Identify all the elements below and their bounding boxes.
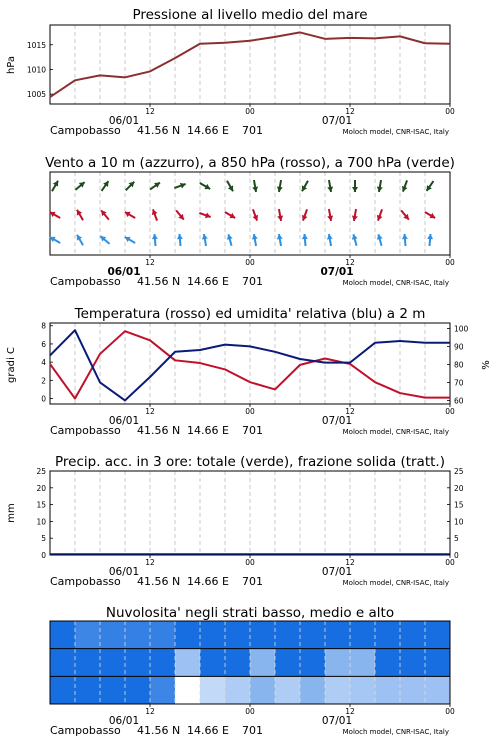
y-axis-label: mm <box>6 503 17 523</box>
cloud-cell <box>150 621 176 649</box>
plot-frame <box>50 323 450 404</box>
cloud-cell <box>225 621 251 649</box>
longitude-label: 14.66 E <box>187 124 229 137</box>
cloud-cell <box>275 676 301 704</box>
cloud-cell <box>125 649 151 677</box>
precip-bar <box>425 554 450 555</box>
elevation-label: 701 <box>242 575 263 588</box>
latitude-label: 41.56 N <box>137 724 181 737</box>
wind-arrow <box>402 234 408 246</box>
cloud-cell <box>100 676 126 704</box>
precip-bar <box>325 554 350 555</box>
wind-head <box>302 234 308 239</box>
y-tick-label: 20 <box>36 483 46 493</box>
cloud-cell <box>125 676 151 704</box>
date-label: 06/01 <box>108 715 140 727</box>
y2-axis-label: % <box>481 360 492 370</box>
y-tick-label: 0 <box>41 394 46 404</box>
y-tick-label: 1015 <box>26 40 46 50</box>
wind-arrow <box>100 236 109 244</box>
precip-bar <box>75 554 100 555</box>
wind-arrow <box>327 180 333 192</box>
y-tick-label: 8 <box>41 321 46 331</box>
elevation-label: 701 <box>242 124 263 137</box>
model-credit: Moloch model, CNR-ISAC, Italy <box>342 428 449 436</box>
cloud-cell <box>250 649 276 677</box>
chart-title: Nuvolosita' negli strati basso, medio e alto <box>105 605 395 621</box>
wind-arrow <box>377 234 383 246</box>
cloud-cell <box>50 649 76 677</box>
precip-bar <box>175 554 200 555</box>
x-tick-label: 00 <box>245 258 255 267</box>
wind-arrow <box>352 234 358 246</box>
precip-bar <box>150 554 175 555</box>
cloud-cell <box>325 649 351 677</box>
latitude-label: 41.56 N <box>137 575 181 588</box>
wind-arrow <box>150 183 160 190</box>
wind-arrow <box>327 234 333 246</box>
date-label: 07/01 <box>321 415 353 427</box>
cloud-cell <box>225 649 251 677</box>
wind-arrow <box>125 212 135 218</box>
x-tick-label: 12 <box>345 258 355 267</box>
precip-bar <box>100 554 125 555</box>
cloud-cell <box>200 621 226 649</box>
cloud-cell <box>150 649 176 677</box>
wind-arrow <box>227 234 233 246</box>
wind-arrow <box>277 180 283 192</box>
elevation-label: 701 <box>242 724 263 737</box>
y-tick-label: 1010 <box>26 65 46 75</box>
chart-title: Precip. acc. in 3 ore: totale (verde), frazione solida (tratt.) <box>55 454 445 470</box>
wind-head <box>427 234 433 239</box>
date-label: 06/01 <box>108 415 140 427</box>
location-label: Campobasso <box>50 724 121 737</box>
y2-tick-label: 10 <box>454 517 464 527</box>
cloud-cell <box>300 676 326 704</box>
precip-bar <box>125 554 150 555</box>
wind-arrow <box>352 209 358 221</box>
chart-title: Vento a 10 m (azzurro), a 850 hPa (rosso), a 700 hPa (verde) <box>45 155 455 171</box>
cloud-cell <box>350 676 376 704</box>
cloud-cell <box>350 621 376 649</box>
y-tick-label: 4 <box>41 358 46 368</box>
latitude-label: 41.56 N <box>137 124 181 137</box>
wind-arrow <box>377 209 383 220</box>
y-tick-label: 15 <box>36 500 46 510</box>
cloud-cell <box>175 676 201 704</box>
cloud-cell <box>325 621 351 649</box>
cloud-cell <box>175 649 201 677</box>
location-label: Campobasso <box>50 275 121 288</box>
cloud-cell <box>400 676 426 704</box>
precip-bar <box>400 554 425 555</box>
wind-arrow <box>177 234 183 246</box>
x-tick-label: 00 <box>245 407 255 416</box>
location-label: Campobasso <box>50 575 121 588</box>
precip-bar <box>225 554 250 555</box>
date-label: 06/01 <box>107 266 141 278</box>
wind-arrow <box>225 212 235 218</box>
precip-bar <box>275 554 300 555</box>
cloud-cell <box>400 621 426 649</box>
longitude-label: 14.66 E <box>187 424 229 437</box>
x-tick-label: 00 <box>245 707 255 716</box>
x-tick-label: 12 <box>145 707 155 716</box>
wind-arrow <box>401 210 409 219</box>
date-label: 07/01 <box>321 715 353 727</box>
elevation-label: 701 <box>242 424 263 437</box>
y-tick-label: 5 <box>41 534 46 544</box>
cloud-cell <box>375 676 401 704</box>
x-tick-label: 12 <box>345 558 355 567</box>
cloud-cell <box>425 621 451 649</box>
wind-arrow <box>277 234 283 246</box>
model-credit: Moloch model, CNR-ISAC, Italy <box>342 279 449 287</box>
y2-tick-label: 70 <box>454 378 464 388</box>
wind-arrow <box>202 234 208 246</box>
date-label: 07/01 <box>321 566 353 578</box>
y2-tick-label: 0 <box>454 551 459 560</box>
cloud-cell <box>325 676 351 704</box>
cloud-cell <box>150 676 176 704</box>
chart-title: Temperatura (rosso) ed umidita' relativa (blu) a 2 m <box>74 306 426 322</box>
y2-tick-label: 90 <box>454 342 464 352</box>
y-axis-label: gradi C <box>6 347 17 383</box>
wind-arrow <box>253 209 259 220</box>
y2-tick-label: 100 <box>454 324 469 334</box>
cloud-cell <box>75 621 101 649</box>
wind-arrow <box>102 181 109 191</box>
chart-title: Pressione al livello medio del mare <box>132 7 368 23</box>
wind-arrow <box>152 234 158 246</box>
y2-tick-label: 20 <box>454 483 464 493</box>
cloud-cell <box>50 676 76 704</box>
wind-arrow <box>50 212 60 218</box>
date-label: 07/01 <box>320 266 354 278</box>
wind-arrow <box>302 209 308 220</box>
wind-arrow <box>327 209 333 221</box>
y-axis-label: hPa <box>6 55 17 75</box>
cloud-cell <box>200 676 226 704</box>
cloud-cell <box>100 621 126 649</box>
x-tick-label: 00 <box>245 558 255 567</box>
longitude-label: 14.66 E <box>187 724 229 737</box>
date-label: 06/01 <box>108 115 140 127</box>
wind-head <box>152 234 158 239</box>
y2-tick-label: 5 <box>454 534 459 544</box>
y2-tick-label: 25 <box>454 467 464 476</box>
x-tick-label: 00 <box>245 107 255 116</box>
y2-tick-label: 80 <box>454 360 464 370</box>
cloud-cell <box>175 621 201 649</box>
wind-arrow <box>75 182 84 190</box>
cloud-cell <box>125 621 151 649</box>
cloud-cell <box>50 621 76 649</box>
y-tick-label: 10 <box>36 517 46 527</box>
longitude-label: 14.66 E <box>187 575 229 588</box>
cloud-cell <box>250 621 276 649</box>
x-tick-label: 12 <box>145 258 155 267</box>
y-tick-label: 0 <box>41 551 46 560</box>
wind-arrow <box>77 210 83 220</box>
cloud-cell <box>75 649 101 677</box>
elevation-label: 701 <box>242 275 263 288</box>
wind-arrow <box>176 210 184 219</box>
wind-head <box>177 234 183 239</box>
precip-bar <box>350 554 375 555</box>
precip-bar <box>375 554 400 555</box>
wind-arrow <box>77 235 83 245</box>
latitude-label: 41.56 N <box>137 275 181 288</box>
precip-bar <box>250 554 275 555</box>
date-label: 06/01 <box>108 566 140 578</box>
precip-bar <box>300 554 325 555</box>
pressure-line <box>50 32 425 97</box>
y-tick-label: 1005 <box>26 90 46 100</box>
cloud-cell <box>375 621 401 649</box>
cloud-cell <box>275 649 301 677</box>
wind-arrow <box>302 234 308 246</box>
precip-bar <box>50 554 75 555</box>
cloud-cell <box>300 649 326 677</box>
x-tick-label: 12 <box>345 407 355 416</box>
wind-arrow <box>152 209 158 220</box>
wind-arrow <box>252 234 258 246</box>
longitude-label: 14.66 E <box>187 275 229 288</box>
wind-arrow <box>277 209 283 221</box>
x-tick-label: 12 <box>145 407 155 416</box>
x-tick-label: 00 <box>445 258 455 267</box>
y-tick-label: 25 <box>36 467 46 476</box>
location-label: Campobasso <box>50 124 121 137</box>
location-label: Campobasso <box>50 424 121 437</box>
model-credit: Moloch model, CNR-ISAC, Italy <box>342 579 449 587</box>
x-tick-label: 00 <box>445 707 455 716</box>
cloud-cell <box>275 621 301 649</box>
wind-arrow <box>52 181 58 191</box>
wind-arrow <box>126 182 134 190</box>
y2-tick-label: 15 <box>454 500 464 510</box>
wind-arrow <box>200 183 210 189</box>
precip-bar <box>200 554 225 555</box>
x-tick-label: 00 <box>445 407 455 416</box>
cloud-cell <box>350 649 376 677</box>
x-tick-label: 12 <box>345 707 355 716</box>
wind-arrow <box>252 180 258 192</box>
cloud-cell <box>250 676 276 704</box>
x-tick-label: 12 <box>345 107 355 116</box>
model-credit: Moloch model, CNR-ISAC, Italy <box>342 128 449 136</box>
wind-arrow <box>199 213 210 219</box>
wind-arrow <box>377 180 383 192</box>
x-tick-label: 12 <box>145 107 155 116</box>
wind-arrow <box>425 212 435 218</box>
wind-arrow <box>427 234 433 246</box>
x-tick-label: 12 <box>145 558 155 567</box>
wind-arrow <box>402 180 408 191</box>
cloud-cell <box>225 676 251 704</box>
wind-arrow <box>352 180 358 192</box>
wind-head <box>402 234 408 239</box>
x-tick-label: 00 <box>445 558 455 567</box>
latitude-label: 41.56 N <box>137 424 181 437</box>
wind-arrow <box>227 181 233 191</box>
wind-arrow <box>302 181 308 191</box>
cloud-cell <box>300 621 326 649</box>
y2-tick-label: 60 <box>454 396 464 406</box>
cloud-cell <box>100 649 126 677</box>
cloud-cell <box>200 649 226 677</box>
wind-arrow <box>50 237 60 243</box>
wind-arrow <box>125 237 135 243</box>
cloud-cell <box>425 649 451 677</box>
model-credit: Moloch model, CNR-ISAC, Italy <box>342 728 449 736</box>
wind-head <box>352 187 358 192</box>
cloud-cell <box>400 649 426 677</box>
cloud-cell <box>75 676 101 704</box>
wind-arrow <box>174 183 185 189</box>
date-label: 07/01 <box>321 115 353 127</box>
cloud-cell <box>425 676 451 704</box>
wind-arrow <box>101 210 109 219</box>
y-tick-label: 6 <box>41 339 46 349</box>
y-tick-label: 2 <box>41 376 46 386</box>
x-tick-label: 00 <box>445 107 455 116</box>
cloud-cell <box>375 649 401 677</box>
wind-arrow <box>427 181 434 191</box>
